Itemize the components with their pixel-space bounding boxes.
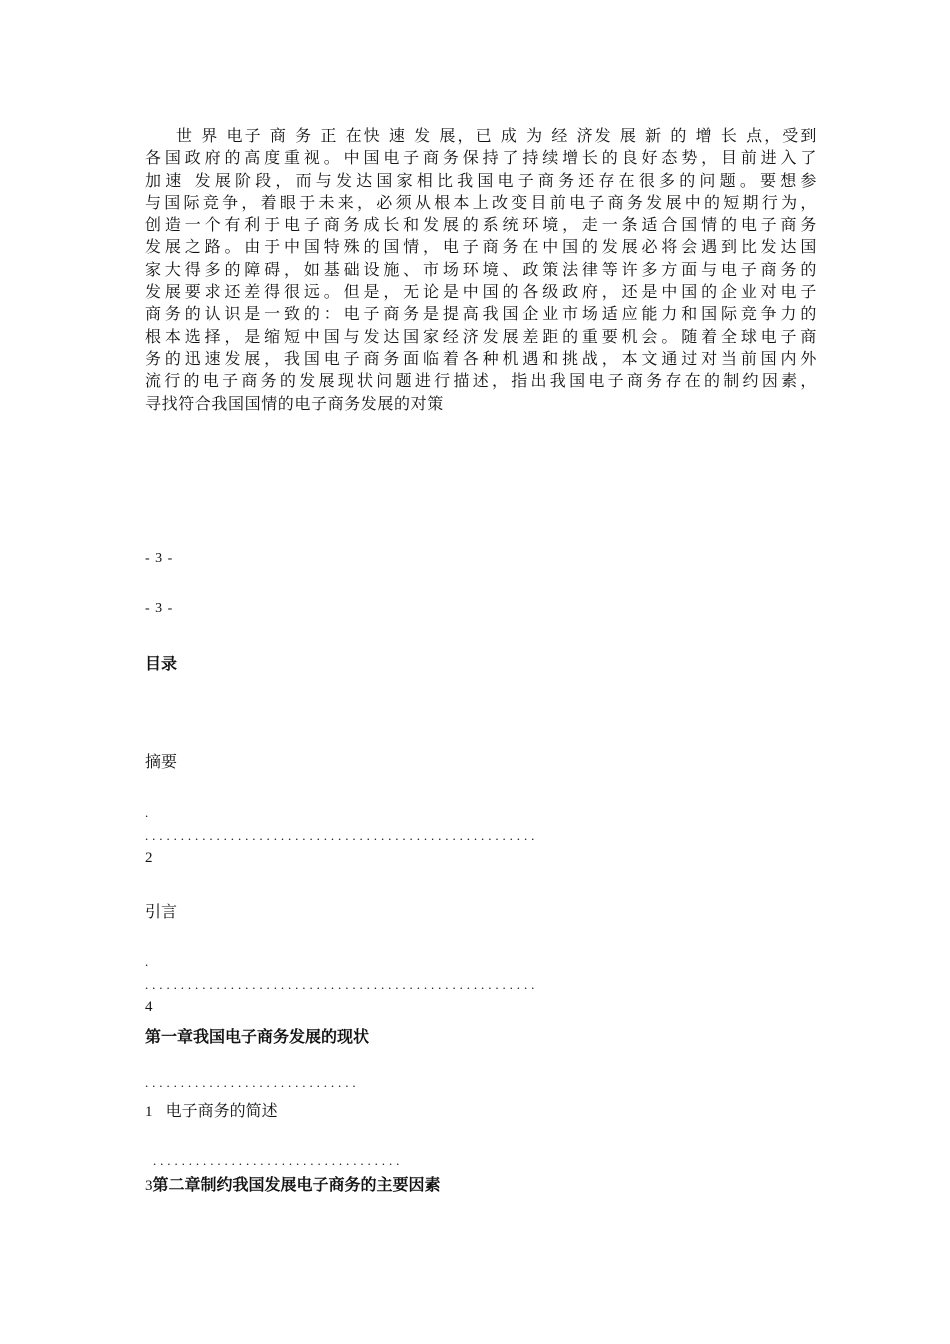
abstract-line: 流行的电子商务的发展现状问题进行描述，指出我国电子商务存在的制约因素， xyxy=(145,371,817,391)
page-number: - 3 - xyxy=(145,551,174,566)
toc-chapter-title: 第一章我国电子商务发展的现状 xyxy=(145,1027,370,1046)
toc-page-number: 2 xyxy=(145,850,153,866)
page-number: - 3 - xyxy=(145,601,174,616)
toc-leader-dot: . xyxy=(145,954,153,969)
toc-section-number: 1 xyxy=(145,1104,153,1120)
toc-section-entry xyxy=(145,1098,278,1121)
toc-section-label: 电子商务的简述 xyxy=(165,1101,278,1120)
abstract-line: 创造一个有利于电子商务成长和发展的系统环境，走一条适合国情的电子商务 xyxy=(145,215,817,235)
abstract-line: 与国际竞争，着眼于未来，必须从根本上改变目前电子商务发展中的短期行为， xyxy=(145,192,817,212)
abstract-line: 商务的认识是一致的：电子商务是提高我国企业市场适应能力和国际竞争力的 xyxy=(145,304,817,324)
toc-title: 目录 xyxy=(145,654,178,673)
abstract-line: 世 界 电子 商 务 正 在快 速 发 展，已 成 为 经 济发 展 新 的 增 长 点，受到 xyxy=(176,126,817,145)
abstract-line: 务的迅速发展，我国电子商务面临着各种机遇和挑战，本文通过对当前国内外 xyxy=(145,348,817,368)
abstract-line: 各国政府的高度重视。中国电子商务保持了持续增长的良好态势，目前进入了 xyxy=(145,148,817,168)
toc-chapter-entry xyxy=(145,1172,441,1195)
toc-chapter-title: 第二章制约我国发展电子商务的主要因素 xyxy=(152,1175,441,1194)
abstract-line: 家大得多的障碍，如基础设施、市场环境、政策法律等许多方面与电子商务的 xyxy=(145,259,817,279)
abstract-line: 发展之路。由于中国特殊的国情，电子商务在中国的发展必将会遇到比发达国 xyxy=(145,237,817,257)
toc-leader-dots: ....................................................... xyxy=(145,828,539,843)
toc-page-number: 4 xyxy=(145,999,153,1015)
toc-entry-label: 引言 xyxy=(145,902,178,921)
abstract-line: 发展要求还差得很远。但是，无论是中国的各级政府，还是中国的企业对电子 xyxy=(145,282,817,302)
toc-page-number: 3 xyxy=(145,1178,153,1194)
abstract-line: 加速 发展阶段，而与发达国家相比我国电子商务还存在很多的问题。要想参 xyxy=(145,170,817,190)
abstract-line: 根本选择，是缩短中国与发达国家经济发展差距的重要机会。随着全球电子商 xyxy=(145,326,817,346)
abstract-paragraph xyxy=(145,125,817,415)
toc-leader-dot: . xyxy=(145,805,153,820)
toc-leader-dots: .............................. xyxy=(145,1075,360,1090)
toc-leader-dots: ....................................................... xyxy=(145,977,539,992)
toc-entry-label: 摘要 xyxy=(145,752,178,771)
abstract-line: 寻找符合我国国情的电子商务发展的对策 xyxy=(145,393,444,413)
toc-leader-dots: ................................... xyxy=(153,1153,404,1168)
